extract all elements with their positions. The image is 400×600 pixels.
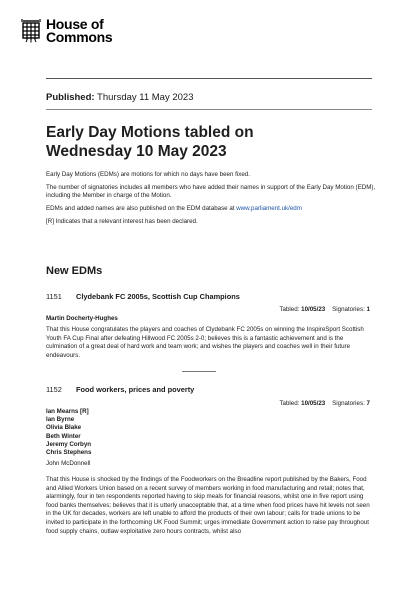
edm-number: 1151 (46, 292, 62, 301)
edm-divider (182, 371, 216, 372)
house-of-commons-logo (20, 18, 112, 44)
header-rule-bottom (46, 109, 372, 110)
intro-paragraph-3 (46, 205, 376, 214)
signatories-label: Signatories: (332, 400, 365, 407)
sponsor-name: John McDonnell (46, 460, 91, 468)
sponsor-name: Ian Mearns [R] (46, 408, 89, 415)
page-title-line-1: Early Day Motions tabled on (46, 124, 254, 141)
intro-text (46, 171, 376, 231)
edm-1152-heading (46, 385, 194, 394)
sponsor-name: Chris Stephens (46, 449, 92, 457)
sponsor-name: Jeremy Corbyn (46, 440, 92, 448)
intro-paragraph-2: The number of signatories includes all members who have added their names in support of the Early Day Motion (EDM), including the Member in charge of the Motion. (46, 183, 376, 200)
sponsor-name: Olivia Blake (46, 424, 82, 432)
page-title (46, 123, 366, 161)
sponsor-name: Beth Winter (46, 432, 81, 440)
edm-title: Food workers, prices and poverty (76, 385, 195, 394)
edm-1152-meta (279, 400, 370, 407)
tabled-label: Tabled: (279, 400, 300, 407)
sponsor-name: Martin Docherty-Hughes (46, 315, 118, 322)
published-label: Published: (46, 92, 95, 103)
header-rule-top (46, 78, 372, 79)
tabled-date: 10/05/23 (301, 400, 326, 407)
logo-line-1: House of (46, 16, 104, 32)
intro-paragraph-3-text: EDMs and added names are also published on the EDM database at (46, 205, 237, 213)
edm-1152-sponsors (46, 408, 91, 468)
page-title-line-2: Wednesday 10 May 2023 (46, 143, 227, 160)
signatories-label: Signatories: (332, 306, 365, 313)
intro-paragraph-4: [R] Indicates that a relevant interest has been declared. (46, 217, 198, 225)
edm-1151-text: That this House congratulates the players and coaches of Clydebank FC 2005s on winning the InspireSport Scottish Youth FA Cup Final after defeating Hillwood FC 2005s 2-0; believes this is a fantastic achievement and is the culmination of a great deal of hard work and team work; and wishes the players and coaches well in their future endeavours. (46, 326, 364, 359)
tabled-label: Tabled: (279, 306, 300, 313)
edm-1151-heading (46, 292, 240, 301)
tabled-date: 10/05/23 (301, 306, 326, 313)
sponsor-name: Ian Byrne (46, 416, 75, 424)
published-date: Thursday 11 May 2023 (97, 92, 194, 103)
signatories-count: 7 (366, 400, 370, 407)
signatories-count: 1 (366, 306, 370, 313)
edm-1151-meta (279, 306, 370, 313)
section-title: New EDMs (46, 265, 103, 277)
intro-paragraph-1: Early Day Motions (EDMs) are motions for which no days have been fixed. (46, 171, 250, 178)
portcullis-icon (20, 18, 42, 44)
edm-title: Clydebank FC 2005s, Scottish Cup Champions (76, 292, 240, 301)
edm-number: 1152 (46, 385, 62, 394)
edm-database-link[interactable]: www.parliament.uk/edm (236, 205, 302, 213)
published-line (46, 92, 194, 103)
edm-1152-text: That this House is shocked by the findings of the Foodworkers on the Breadline report published by the Bakers, Food and Allied Workers Union based on a recent survey of members working in food manufacturing and retail; notes that, alarmingly, four in ten respondents reported having to skip meals for financial reasons, whilst one in five report using food banks themselves; believes that it is utterly unacceptable that, at a time when food prices have hit levels not seen in the UK for decades, workers are left unable to afford the products of their own labour; calls for trade unions to be invited to participate in the forthcoming UK Food Summit; urges immediate Government action to raise pay throughout food supply chains, outlaw exploitative zero hours contracts, whilst also (46, 476, 370, 535)
logo-line-2: Commons (46, 29, 113, 45)
edm-1151-sponsors (46, 315, 118, 323)
